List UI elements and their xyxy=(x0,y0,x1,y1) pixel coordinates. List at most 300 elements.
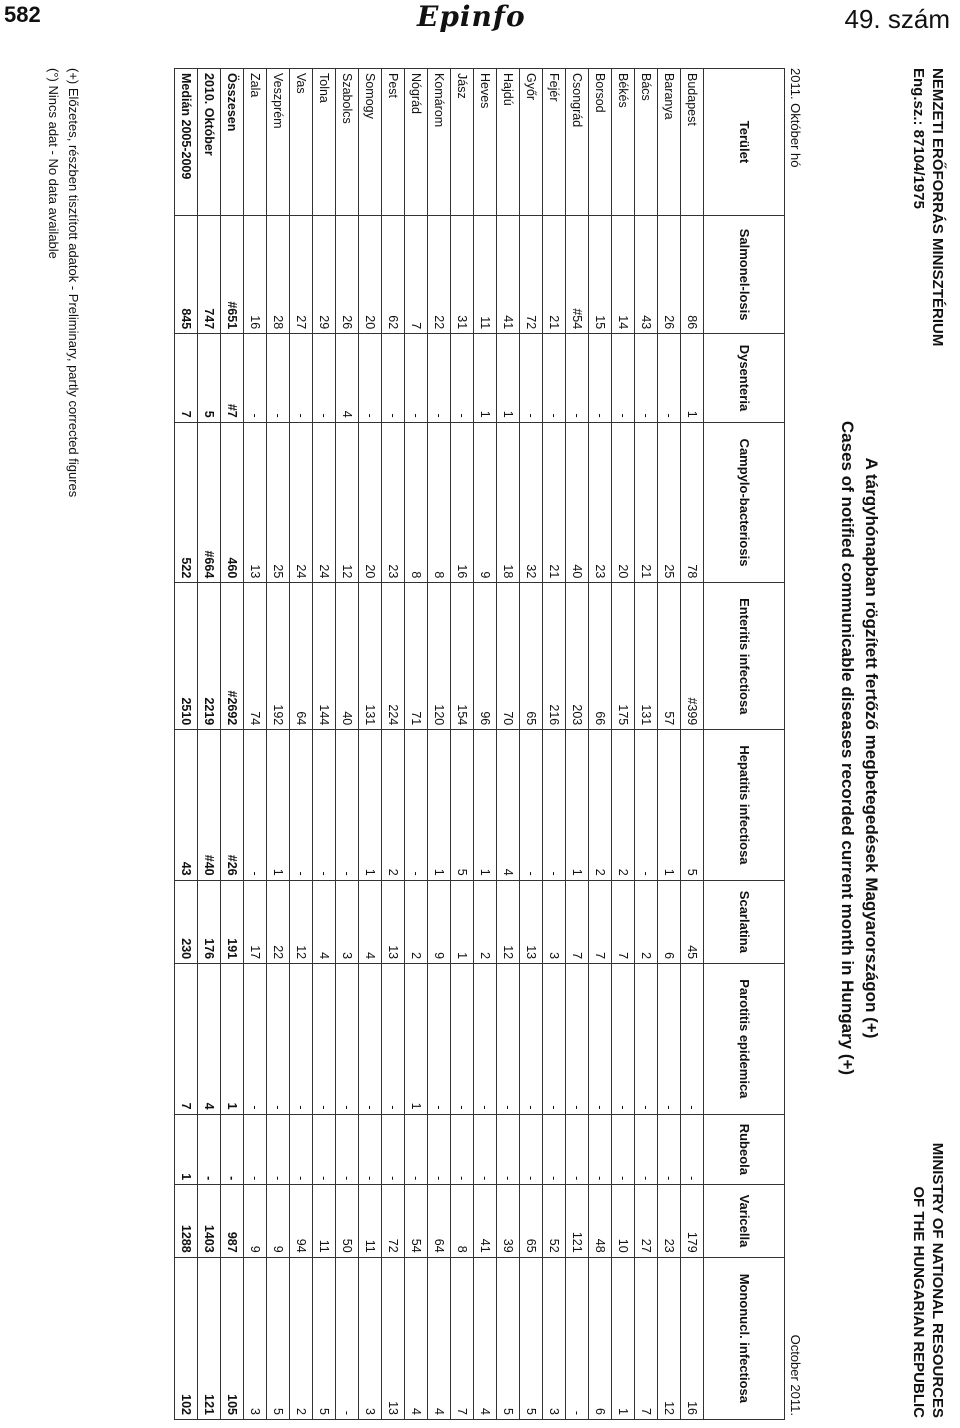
table-cell: 216 xyxy=(543,583,566,730)
table-cell: 70 xyxy=(497,583,520,730)
table-cell: - xyxy=(313,730,336,880)
table-cell: - xyxy=(244,730,267,880)
table-cell: - xyxy=(244,964,267,1114)
table-cell: 2 xyxy=(474,880,497,963)
table-cell: #399 xyxy=(681,583,704,730)
table-cell: 230 xyxy=(175,880,198,963)
table-cell: 203 xyxy=(566,583,589,730)
table-cell: 2219 xyxy=(198,583,221,730)
table-cell: 14 xyxy=(612,216,635,334)
table-row xyxy=(290,69,313,1420)
table-cell: 16 xyxy=(244,216,267,334)
table-cell: 11 xyxy=(474,216,497,334)
row-label: Összesen xyxy=(221,69,244,216)
row-label: Medián 2005-2009 xyxy=(175,69,198,216)
table-cell: 74 xyxy=(244,583,267,730)
table-cell: 50 xyxy=(336,1185,359,1257)
table-cell: 102 xyxy=(175,1257,198,1419)
table-cell: 20 xyxy=(359,216,382,334)
table-cell: #54 xyxy=(566,216,589,334)
table-cell: 26 xyxy=(658,216,681,334)
row-label: Veszprém xyxy=(267,69,290,216)
table-cell: - xyxy=(267,964,290,1114)
table-cell: - xyxy=(635,964,658,1114)
table-cell: 9 xyxy=(267,1185,290,1257)
table-cell: - xyxy=(520,730,543,880)
table-cell: 1 xyxy=(681,334,704,423)
table-cell: 15 xyxy=(589,216,612,334)
table-cell: 72 xyxy=(520,216,543,334)
table-cell: 191 xyxy=(221,880,244,963)
table-row xyxy=(543,69,566,1420)
table-cell: 21 xyxy=(635,422,658,583)
table-cell: 22 xyxy=(267,880,290,963)
table-cell: - xyxy=(313,964,336,1114)
table-cell: 131 xyxy=(359,583,382,730)
column-header: Terület xyxy=(704,69,785,216)
table-cell: 31 xyxy=(451,216,474,334)
table-cell: 154 xyxy=(451,583,474,730)
table-cell: 3 xyxy=(543,1257,566,1419)
table-cell: 2 xyxy=(382,730,405,880)
table-cell: 25 xyxy=(267,422,290,583)
table-row xyxy=(681,69,704,1420)
table-cell: 64 xyxy=(428,1185,451,1257)
table-cell: #2692 xyxy=(221,583,244,730)
table-cell: - xyxy=(382,1114,405,1185)
table-cell: - xyxy=(589,1114,612,1185)
table-cell: 23 xyxy=(382,422,405,583)
table-cell: 6 xyxy=(589,1257,612,1419)
column-header: Parotitis epidemica xyxy=(704,964,785,1114)
table-cell: - xyxy=(336,730,359,880)
table-cell: 7 xyxy=(589,880,612,963)
table-cell: 1 xyxy=(221,964,244,1114)
column-header: Hepatitis infectiosa xyxy=(704,730,785,880)
table-row xyxy=(612,69,635,1420)
table-row xyxy=(520,69,543,1420)
table-cell: 121 xyxy=(198,1257,221,1419)
table-cell: 179 xyxy=(681,1185,704,1257)
table-cell: - xyxy=(520,964,543,1114)
table-cell: 12 xyxy=(290,880,313,963)
table-cell: 21 xyxy=(543,422,566,583)
table-cell: 5 xyxy=(198,334,221,423)
table-cell: 20 xyxy=(359,422,382,583)
table-cell: 121 xyxy=(566,1185,589,1257)
table-cell: 1 xyxy=(405,964,428,1114)
table-cell: 11 xyxy=(313,1185,336,1257)
table-cell: 747 xyxy=(198,216,221,334)
table-cell: 3 xyxy=(336,880,359,963)
table-cell: 1403 xyxy=(198,1185,221,1257)
table-cell: 2 xyxy=(612,730,635,880)
row-label: Pest xyxy=(382,69,405,216)
table-cell: - xyxy=(290,1114,313,1185)
table-cell: - xyxy=(428,964,451,1114)
table-cell: 7 xyxy=(635,1257,658,1419)
table-cell: 12 xyxy=(497,880,520,963)
table-cell: 96 xyxy=(474,583,497,730)
table-cell: 105 xyxy=(221,1257,244,1419)
table-cell: 1 xyxy=(175,1114,198,1185)
table-cell: 23 xyxy=(589,422,612,583)
table-cell: 176 xyxy=(198,880,221,963)
table-cell: 3 xyxy=(543,880,566,963)
table-row xyxy=(313,69,336,1420)
rotated-report xyxy=(0,68,955,1428)
table-cell: 26 xyxy=(336,216,359,334)
table-cell: 86 xyxy=(681,216,704,334)
table-cell: 7 xyxy=(566,880,589,963)
table-cell: 65 xyxy=(520,583,543,730)
table-cell: 4 xyxy=(359,880,382,963)
table-cell: #651 xyxy=(221,216,244,334)
table-cell: - xyxy=(405,1114,428,1185)
table-cell: 5 xyxy=(267,1257,290,1419)
table-cell: 144 xyxy=(313,583,336,730)
row-label: Heves xyxy=(474,69,497,216)
table-cell: - xyxy=(658,964,681,1114)
table-cell: 9 xyxy=(474,422,497,583)
table-row xyxy=(405,69,428,1420)
table-cell: - xyxy=(520,1114,543,1185)
table-cell: - xyxy=(543,1114,566,1185)
table-cell: 25 xyxy=(658,422,681,583)
row-label: Jász xyxy=(451,69,474,216)
table-cell: 131 xyxy=(635,583,658,730)
table-cell: - xyxy=(198,1114,221,1185)
table-cell: 24 xyxy=(313,422,336,583)
table-cell: 66 xyxy=(589,583,612,730)
table-cell: - xyxy=(543,730,566,880)
table-cell: 5 xyxy=(681,730,704,880)
table-cell: 7 xyxy=(451,1257,474,1419)
table-cell: - xyxy=(589,334,612,423)
table-cell: 40 xyxy=(566,422,589,583)
table-row xyxy=(497,69,520,1420)
table-cell: 39 xyxy=(497,1185,520,1257)
table-cell: 41 xyxy=(497,216,520,334)
report-month-hu: 2011. Október hó xyxy=(788,68,803,168)
table-cell: - xyxy=(451,1114,474,1185)
table-cell: 94 xyxy=(290,1185,313,1257)
table-cell: 16 xyxy=(451,422,474,583)
table-cell: 64 xyxy=(290,583,313,730)
column-header: Dysenteria xyxy=(704,334,785,423)
table-cell: 27 xyxy=(635,1185,658,1257)
registration-number: Eng.sz.: 87104/1975 xyxy=(910,68,927,209)
table-cell: - xyxy=(474,1114,497,1185)
table-cell: - xyxy=(244,334,267,423)
table-cell: 987 xyxy=(221,1185,244,1257)
page-top-bar xyxy=(0,0,960,40)
table-cell: 18 xyxy=(497,422,520,583)
table-cell: 4 xyxy=(405,1257,428,1419)
table-cell: 5 xyxy=(497,1257,520,1419)
table-cell: 1 xyxy=(267,730,290,880)
table-cell: - xyxy=(359,1114,382,1185)
table-cell: - xyxy=(543,334,566,423)
table-cell: 8 xyxy=(428,422,451,583)
table-cell: 1 xyxy=(451,880,474,963)
table-cell: 2 xyxy=(290,1257,313,1419)
table-row xyxy=(566,69,589,1420)
row-label: Csongrád xyxy=(566,69,589,216)
table-cell: - xyxy=(290,334,313,423)
title-hu: A tárgyhónapban rögzített fertőző megbetegedések Magyarországon (+) xyxy=(862,457,881,1039)
table-cell: 9 xyxy=(428,880,451,963)
column-header: Varicella xyxy=(704,1185,785,1257)
table-cell: 11 xyxy=(359,1185,382,1257)
table-cell: - xyxy=(589,964,612,1114)
table-row xyxy=(244,69,267,1420)
table-cell: - xyxy=(382,334,405,423)
table-cell: - xyxy=(313,1114,336,1185)
summary-row xyxy=(221,69,244,1420)
table-cell: 1 xyxy=(474,334,497,423)
table-cell: - xyxy=(520,334,543,423)
table-cell: - xyxy=(497,964,520,1114)
summary-row xyxy=(175,69,198,1420)
table-cell: 120 xyxy=(428,583,451,730)
table-cell: - xyxy=(267,1114,290,1185)
ministry-name-en-line2: OF THE HUNGARIAN REPUBLIC xyxy=(910,1186,927,1418)
footnote-no-data: (°) Nincs adat - No data available xyxy=(46,68,61,259)
table-cell: - xyxy=(681,964,704,1114)
table-row xyxy=(267,69,290,1420)
column-header: Scarlatina xyxy=(704,880,785,963)
table-cell: 12 xyxy=(658,1257,681,1419)
table-cell: 192 xyxy=(267,583,290,730)
table-cell: 460 xyxy=(221,422,244,583)
table-body xyxy=(175,69,704,1420)
ministry-name-en-line1: MINISTRY OF NATIONAL RESOURCES xyxy=(929,1142,946,1418)
summary-row xyxy=(198,69,221,1420)
epinfo-logo: Epinfo xyxy=(417,0,526,33)
table-cell: 5 xyxy=(451,730,474,880)
table-cell: 1 xyxy=(359,730,382,880)
table-cell: - xyxy=(336,1114,359,1185)
table-cell: - xyxy=(658,334,681,423)
table-cell: - xyxy=(221,1114,244,1185)
title-en: Cases of notified communicable diseases recorded current month in Hungary (+) xyxy=(838,420,857,1076)
table-cell: 24 xyxy=(290,422,313,583)
table-cell: 4 xyxy=(313,880,336,963)
row-label: Budapest xyxy=(681,69,704,216)
table-cell: 8 xyxy=(451,1185,474,1257)
table-cell: - xyxy=(566,1114,589,1185)
table-cell: 4 xyxy=(497,730,520,880)
table-cell: - xyxy=(612,964,635,1114)
table-cell: - xyxy=(359,964,382,1114)
table-cell: 2 xyxy=(405,880,428,963)
table-cell: - xyxy=(451,334,474,423)
table-cell: - xyxy=(267,334,290,423)
table-cell: - xyxy=(681,1114,704,1185)
table-cell: - xyxy=(612,334,635,423)
table-cell: - xyxy=(428,1114,451,1185)
table-cell: #664 xyxy=(198,422,221,583)
table-cell: 12 xyxy=(336,422,359,583)
table-cell: 5 xyxy=(313,1257,336,1419)
table-cell: 1 xyxy=(497,334,520,423)
row-label: 2010. Október xyxy=(198,69,221,216)
table-cell: 7 xyxy=(405,216,428,334)
table-cell: 48 xyxy=(589,1185,612,1257)
table-cell: 22 xyxy=(428,216,451,334)
table-cell: - xyxy=(612,1114,635,1185)
table-cell: 52 xyxy=(543,1185,566,1257)
row-label: Bács xyxy=(635,69,658,216)
table-cell: 43 xyxy=(175,730,198,880)
issue-number: 49. szám xyxy=(844,4,950,34)
table-cell: 224 xyxy=(382,583,405,730)
table-cell: 54 xyxy=(405,1185,428,1257)
table-row xyxy=(382,69,405,1420)
page-number: 582 xyxy=(4,2,41,27)
table-cell: 6 xyxy=(658,880,681,963)
table-cell: 13 xyxy=(382,1257,405,1419)
table-row xyxy=(451,69,474,1420)
table-cell: - xyxy=(543,964,566,1114)
table-cell: 4 xyxy=(474,1257,497,1419)
row-label: Győr xyxy=(520,69,543,216)
table-cell: - xyxy=(244,1114,267,1185)
row-label: Zala xyxy=(244,69,267,216)
table-cell: - xyxy=(336,1257,359,1419)
row-label: Fejér xyxy=(543,69,566,216)
disease-table xyxy=(174,68,785,1420)
table-cell: - xyxy=(290,964,313,1114)
table-cell: - xyxy=(451,964,474,1114)
table-cell: 1 xyxy=(658,730,681,880)
table-cell: - xyxy=(359,334,382,423)
table-cell: 2 xyxy=(635,880,658,963)
table-cell: 9 xyxy=(244,1185,267,1257)
table-cell: #7 xyxy=(221,334,244,423)
column-header: Salmonel-losis xyxy=(704,216,785,334)
row-label: Nógrád xyxy=(405,69,428,216)
table-cell: 13 xyxy=(520,880,543,963)
table-cell: 29 xyxy=(313,216,336,334)
footnote-preliminary: (+) Előzetes, részben tisztított adatok - Preliminary, partly corrected figures xyxy=(66,68,81,498)
row-label: Somogy xyxy=(359,69,382,216)
table-cell: 62 xyxy=(382,216,405,334)
table-cell: #26 xyxy=(221,730,244,880)
table-cell: 845 xyxy=(175,216,198,334)
table-cell: 7 xyxy=(175,964,198,1114)
table-cell: - xyxy=(566,964,589,1114)
column-header: Mononucl. infectiosa xyxy=(704,1257,785,1419)
table-cell: 7 xyxy=(612,880,635,963)
table-cell: - xyxy=(474,964,497,1114)
table-cell: 45 xyxy=(681,880,704,963)
table-cell: 71 xyxy=(405,583,428,730)
table-cell: 7 xyxy=(175,334,198,423)
table-cell: 43 xyxy=(635,216,658,334)
table-cell: 13 xyxy=(382,880,405,963)
table-cell: 78 xyxy=(681,422,704,583)
table-cell: - xyxy=(290,730,313,880)
table-cell: 1288 xyxy=(175,1185,198,1257)
table-cell: - xyxy=(566,334,589,423)
table-cell: 13 xyxy=(244,422,267,583)
table-cell: 4 xyxy=(428,1257,451,1419)
table-row xyxy=(474,69,497,1420)
table-cell: 20 xyxy=(612,422,635,583)
column-header: Campylo-bacteriosis xyxy=(704,422,785,583)
table-row xyxy=(635,69,658,1420)
table-cell: 41 xyxy=(474,1185,497,1257)
ministry-header-en xyxy=(909,1143,947,1418)
row-label: Komárom xyxy=(428,69,451,216)
table-row xyxy=(359,69,382,1420)
table-cell: 17 xyxy=(244,880,267,963)
table-cell: - xyxy=(405,730,428,880)
table-cell: 3 xyxy=(244,1257,267,1419)
table-cell: 2 xyxy=(589,730,612,880)
table-cell: 16 xyxy=(681,1257,704,1419)
table-cell: 4 xyxy=(336,334,359,423)
table-row xyxy=(336,69,359,1420)
table-cell: 1 xyxy=(474,730,497,880)
row-label: Baranya xyxy=(658,69,681,216)
ministry-header-hu xyxy=(909,68,947,346)
table-cell: 522 xyxy=(175,422,198,583)
table-cell: 10 xyxy=(612,1185,635,1257)
table-cell: 32 xyxy=(520,422,543,583)
table-cell: - xyxy=(428,334,451,423)
table-cell: 1 xyxy=(612,1257,635,1419)
table-cell: 23 xyxy=(658,1185,681,1257)
table-cell: 175 xyxy=(612,583,635,730)
table-cell: - xyxy=(658,1114,681,1185)
table-cell: 4 xyxy=(198,964,221,1114)
row-label: Vas xyxy=(290,69,313,216)
table-cell: - xyxy=(497,1114,520,1185)
table-cell: 72 xyxy=(382,1185,405,1257)
table-cell: 65 xyxy=(520,1185,543,1257)
table-row xyxy=(589,69,612,1420)
table-cell: 21 xyxy=(543,216,566,334)
ministry-name-hu: NEMZETI ERŐFORRÁS MINISZTÉRIUM xyxy=(929,68,946,347)
row-label: Szabolcs xyxy=(336,69,359,216)
table-row xyxy=(658,69,681,1420)
table-cell: 2510 xyxy=(175,583,198,730)
row-label: Békés xyxy=(612,69,635,216)
row-label: Tolna xyxy=(313,69,336,216)
report-title xyxy=(835,68,883,1428)
table-cell: - xyxy=(336,964,359,1114)
table-cell: - xyxy=(405,334,428,423)
table-cell: - xyxy=(566,1257,589,1419)
table-cell: 3 xyxy=(359,1257,382,1419)
table-cell: 57 xyxy=(658,583,681,730)
table-row xyxy=(428,69,451,1420)
table-cell: - xyxy=(635,1114,658,1185)
column-header: Enteritis infectiosa xyxy=(704,583,785,730)
table-header-row xyxy=(704,69,785,1420)
table-cell: #40 xyxy=(198,730,221,880)
row-label: Borsod xyxy=(589,69,612,216)
table-cell: - xyxy=(382,964,405,1114)
report-month-en: October 2011. xyxy=(788,1334,803,1416)
column-header: Rubeola xyxy=(704,1114,785,1185)
table-cell: 8 xyxy=(405,422,428,583)
row-label: Hajdú xyxy=(497,69,520,216)
table-cell: 1 xyxy=(566,730,589,880)
